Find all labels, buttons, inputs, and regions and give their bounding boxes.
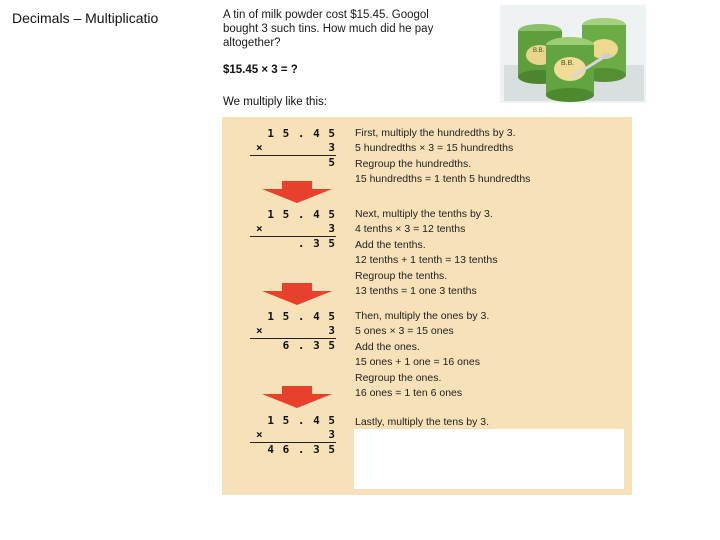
- explanation-line: Then, multiply the ones by 3.: [355, 310, 490, 322]
- word-problem: [223, 8, 493, 50]
- down-arrow-icon: [260, 386, 334, 408]
- calc-result: 5: [328, 156, 336, 169]
- calc-multiplier: 3: [328, 428, 336, 441]
- explanation-line: Regroup the tenths.: [355, 269, 448, 282]
- multiply-sign: ×: [256, 222, 263, 235]
- calc-result: 6 . 3 5: [282, 339, 336, 352]
- column-calculation: [250, 127, 336, 170]
- step-explanation: [355, 207, 497, 299]
- explanation-line: Regroup the ones.: [355, 371, 442, 384]
- column-calculation: [250, 310, 336, 353]
- column-calculation: [250, 414, 336, 457]
- explanation-line: 15 ones + 1 one = 16 ones: [355, 356, 480, 369]
- down-arrow-icon: [260, 283, 334, 305]
- explanation-line: 16 ones = 1 ten 6 ones: [355, 387, 463, 400]
- worked-example-panel: [222, 117, 632, 495]
- calc-top-number: 1 5 . 4 5: [267, 310, 336, 323]
- multiply-sign: ×: [256, 428, 263, 441]
- multiply-sign: ×: [256, 324, 263, 337]
- explanation-line: 4 tenths × 3 = 12 tenths: [355, 223, 466, 236]
- explanation-line: 13 tenths = 1 one 3 tenths: [355, 285, 477, 298]
- problem-equation: $15.45 × 3 = ?: [223, 64, 298, 76]
- explanation-line: 5 hundredths × 3 = 15 hundredths: [355, 142, 514, 155]
- step-explanation: [355, 126, 530, 188]
- calc-result: 4 6 . 3 5: [267, 443, 336, 456]
- problem-line: bought 3 such tins. How much did he pay: [223, 23, 434, 35]
- explanation-line: Regroup the hundredths.: [355, 157, 472, 170]
- explanation-line: 15 hundredths = 1 tenth 5 hundredths: [355, 173, 531, 186]
- explanation-line: 5 ones × 3 = 15 ones: [355, 325, 454, 338]
- calc-result: . 3 5: [297, 237, 336, 250]
- hidden-answer-box: [354, 429, 624, 489]
- explanation-line: Add the tenths.: [355, 238, 426, 251]
- calc-top-number: 1 5 . 4 5: [267, 414, 336, 427]
- tin-label: B.B.: [533, 48, 545, 54]
- method-lead: We multiply like this:: [223, 96, 327, 108]
- step-explanation: [355, 309, 489, 401]
- multiply-sign: ×: [256, 141, 263, 154]
- problem-line: A tin of milk powder cost $15.45. Googol: [223, 9, 429, 21]
- calc-multiplier: 3: [328, 222, 336, 235]
- calc-top-number: 1 5 . 4 5: [267, 127, 336, 140]
- problem-line: altogether?: [223, 37, 281, 49]
- explanation-line: First, multiply the hundredths by 3.: [355, 127, 516, 139]
- milk-tins-image: [500, 5, 646, 103]
- column-calculation: [250, 208, 336, 251]
- explanation-line: Next, multiply the tenths by 3.: [355, 208, 493, 220]
- tin-label: B.B.: [561, 60, 575, 67]
- explanation-line: 12 tenths + 1 tenth = 13 tenths: [355, 254, 498, 267]
- calc-multiplier: 3: [328, 324, 336, 337]
- calc-multiplier: 3: [328, 141, 336, 154]
- explanation-line: Add the ones.: [355, 340, 420, 353]
- calc-top-number: 1 5 . 4 5: [267, 208, 336, 221]
- explanation-line: Lastly, multiply the tens by 3.: [355, 416, 490, 428]
- down-arrow-icon: [260, 181, 334, 203]
- slide-title: Decimals – Multiplicatio: [12, 10, 159, 26]
